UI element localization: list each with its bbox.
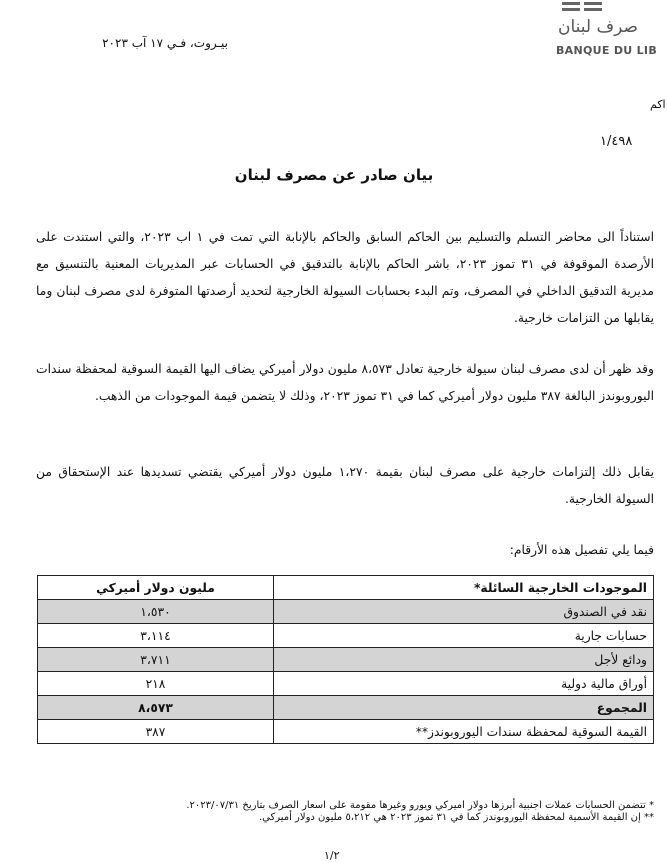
row-label: القيمة السوقية لمحفظة سندات اليوروبوندز** (274, 720, 654, 744)
row-value: ٨،٥٧٣ (38, 696, 274, 720)
bank-name-french: BANQUE DU LIB (556, 44, 658, 57)
row-label: المجموع (274, 696, 654, 720)
page-number: ١/٢ (324, 849, 340, 862)
row-label: حسابات جارية (274, 624, 654, 648)
row-value: ٢١٨ (38, 672, 274, 696)
row-value: ٣٨٧ (38, 720, 274, 744)
row-label: نقد في الصندوق (274, 600, 654, 624)
row-value: ١،٥٣٠ (38, 600, 274, 624)
assets-table (37, 575, 654, 744)
header-value: مليون دولار أميركي (38, 576, 274, 600)
table-row (38, 648, 654, 672)
table-row (38, 624, 654, 648)
table-header-row (38, 576, 654, 600)
office-fragment: اكم (650, 98, 666, 111)
table-row (38, 600, 654, 624)
reference-number: ١/٤٩٨ (600, 134, 633, 149)
row-label: أوراق مالية دولية (274, 672, 654, 696)
row-value: ٣،١١٤ (38, 624, 274, 648)
table-total-row (38, 696, 654, 720)
footnotes (14, 800, 654, 824)
table-row (38, 672, 654, 696)
page-title: بيان صادر عن مصرف لبنان (234, 166, 434, 184)
paragraph-liabilities: يقابل ذلك إلتزامات خارجية على مصرف لبنان بقيمة ١،٢٧٠ مليون دولار أميركي يقتضي تسديدها عند الإستحقاق من السيولة الخارجية. (36, 465, 654, 506)
header-label: الموجودات الخارجية السائلة* (274, 576, 654, 600)
footnote-2: ** إن القيمة الأسمية لمحفظة اليوروبوندز كما في ٣١ تموز ٢٠٢٣ هي ٥،٢١٢ مليون دولار أميركي. (258, 812, 654, 823)
row-label: ودائع لأجل (274, 648, 654, 672)
bank-name-arabic: صرف لبنان (558, 17, 638, 37)
footnote-1: * تتضمن الحسابات عملات اجنبية أبرزها دولار اميركي ويورو وغيرها مقومة على اسعار الصرف بتاريخ ٢٠٢٣/٠٧/٣١. (186, 800, 654, 811)
paragraph-intro-table: فيما يلي تفصيل هذه الأرقام: (509, 543, 654, 557)
paragraph-handover: استناداً الى محاضر التسلم والتسليم بين الحاكم السابق والحاكم بالإنابة التي تمت في ١ اب ٢٠٢٣، والتي استندت على الأرصدة الموقوفة في ٣١ تموز ٢٠٢٣، باشر الحاكم بالإنابة بالتدقيق في الحسابات عبر المديريات المعنية بالتنسيق مع مديرية التدقيق الداخلي في المصرف، وتم البدء بحسابات السيولة الخارجية لتحديد أرصدتها المتوفرة لدى مصرف لبنان وما يقابلها من التزامات خارجية. (36, 230, 654, 325)
row-value: ٣،٧١١ (38, 648, 274, 672)
paragraph-liquidity: وقد ظهر أن لدى مصرف لبنان سيولة خارجية تعادل ٨،٥٧٣ مليون دولار أميركي يضاف اليها القيمة السوقية لمحفظة سندات اليوروبوندز البالغة ٣٨٧ مليون دولار أميركي كما في ٣١ تموز ٢٠٢٣، وذلك لا يتضمن قيمة الموجودات من الذهب. (36, 362, 654, 403)
table-row (38, 720, 654, 744)
bank-logo-icon (560, 0, 604, 14)
place-date: بيـروت، فـي ١٧ آب ٢٠٢٣ (102, 36, 228, 50)
